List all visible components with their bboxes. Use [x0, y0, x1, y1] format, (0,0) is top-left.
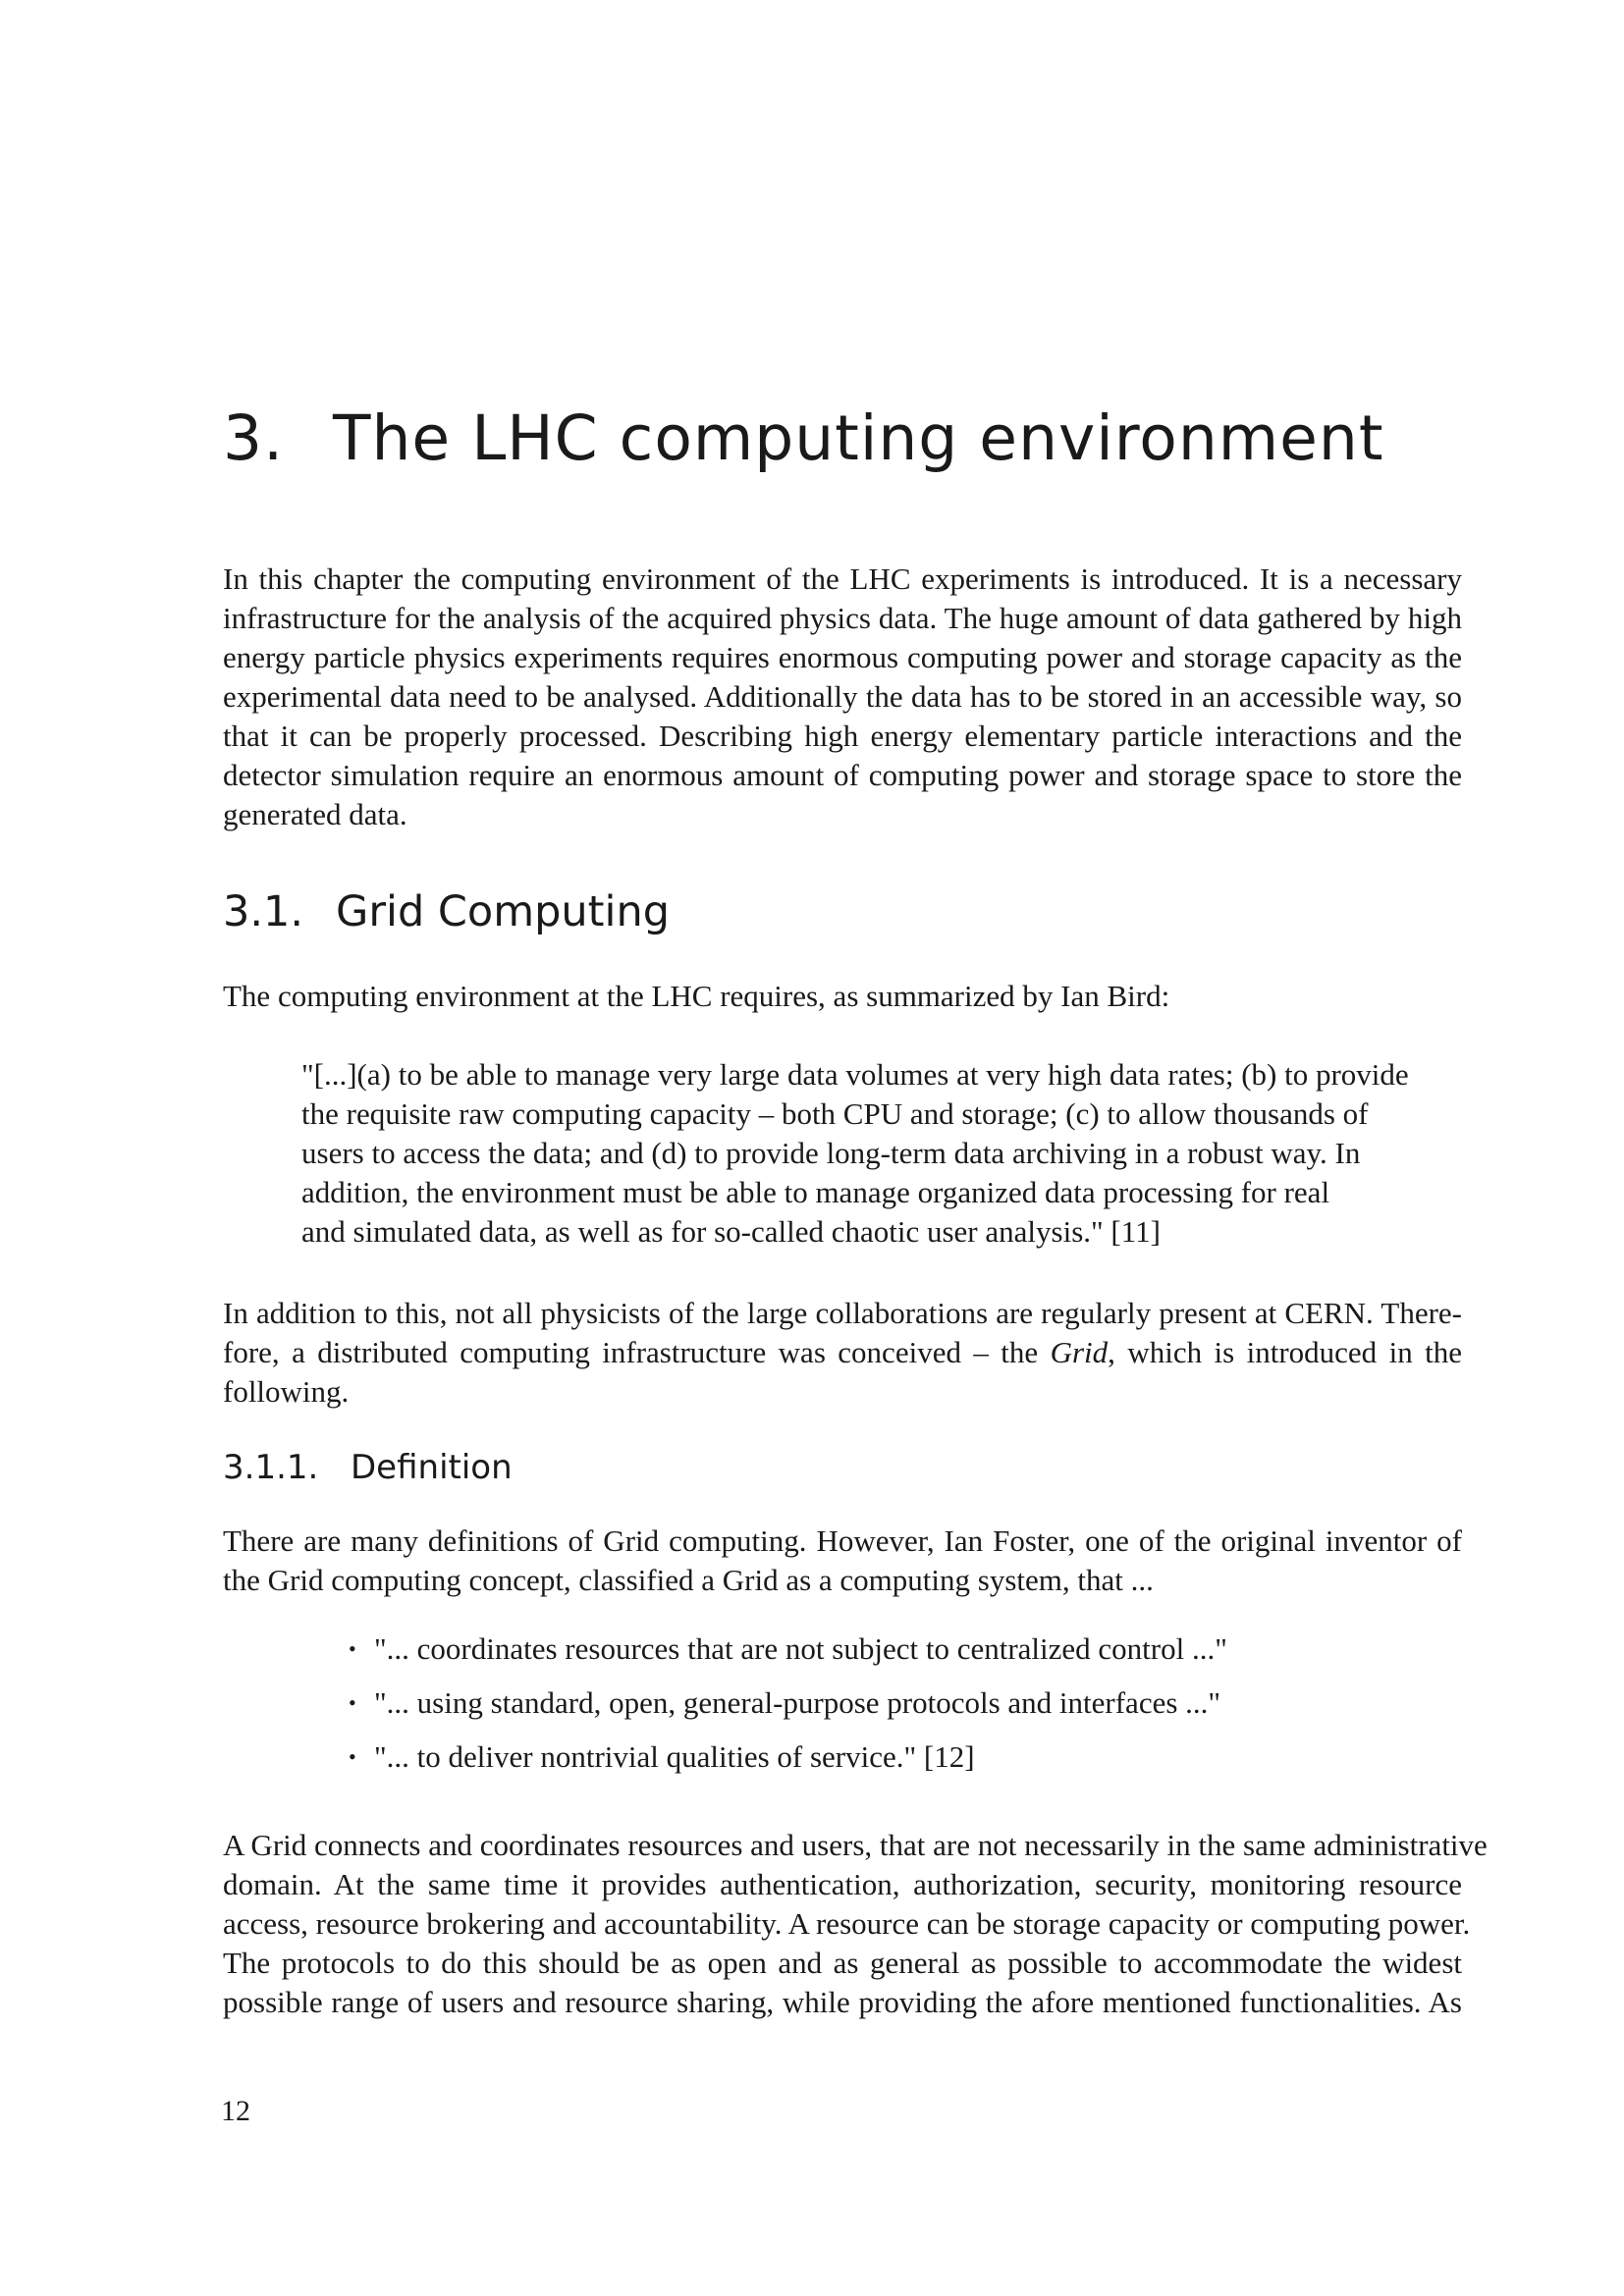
subsection-title — [223, 1448, 513, 1487]
text-line: that it can be properly processed. Describing high energy elementary particle interactions and the — [223, 719, 1462, 753]
quote-line: addition, the environment must be able to manage organized data processing for real — [301, 1175, 1330, 1209]
section-title-text: Grid Computing — [336, 887, 671, 936]
text-fragment: fore, a distributed computing infrastructure was conceived – the — [223, 1335, 1051, 1369]
quote-line: users to access the data; and (d) to provide long-term data archiving in a robust way. In — [301, 1136, 1361, 1170]
text-fragment: , which is introduced in the — [1108, 1335, 1462, 1369]
text-line: generated data. — [223, 797, 407, 831]
section-lead-paragraph — [223, 977, 1462, 1016]
definition-lead-paragraph — [223, 1522, 1462, 1600]
text-line: domain. At the same time it provides authentication, authorization, security, monitoring resource — [223, 1867, 1462, 1901]
text-line: The computing environment at the LHC requires, as summarized by Ian Bird: — [223, 979, 1170, 1013]
text-line: The protocols to do this should be as open and as general as possible to accommodate the widest — [223, 1946, 1462, 1980]
text-line — [223, 1333, 1462, 1372]
bullet-icon: • — [349, 1636, 356, 1661]
list-item — [349, 1683, 1227, 1737]
subsection-title-text: Definition — [351, 1448, 513, 1487]
after-quote-paragraph — [223, 1294, 1462, 1412]
quote-line: and simulated data, as well as for so-called chaotic user analysis." [11] — [301, 1214, 1161, 1249]
text-line: possible range of users and resource sharing, while providing the afore mentioned functionalities. As — [223, 1985, 1462, 2019]
text-line: experimental data need to be analysed. Additionally the data has to be stored in an accessible way, so — [223, 679, 1462, 714]
chapter-number: 3. — [223, 402, 285, 474]
intro-paragraph — [223, 560, 1462, 834]
page-number: 12 — [221, 2095, 250, 2127]
text-line: the Grid computing concept, classified a Grid as a computing system, that ... — [223, 1563, 1154, 1597]
text-line: energy particle physics experiments requires enormous computing power and storage capacity as the — [223, 640, 1462, 674]
list-item-text: "... using standard, open, general-purpose protocols and interfaces ..." — [374, 1685, 1221, 1720]
bullet-icon: • — [349, 1744, 356, 1769]
text-line: following. — [223, 1374, 350, 1409]
chapter-title — [223, 402, 1384, 474]
list-item-text: "... to deliver nontrivial qualities of service." [12] — [374, 1739, 975, 1774]
definition-body-paragraph — [223, 1826, 1488, 2022]
list-item — [349, 1629, 1227, 1683]
section-number: 3.1. — [223, 887, 304, 936]
section-title — [223, 887, 671, 936]
list-item — [349, 1737, 1227, 1791]
subsection-number: 3.1.1. — [223, 1448, 319, 1487]
definition-bullet-list — [349, 1629, 1227, 1791]
text-line: infrastructure for the analysis of the acquired physics data. The huge amount of data gathered by high — [223, 601, 1462, 635]
bullet-icon: • — [349, 1690, 356, 1715]
text-line: access, resource brokering and accountability. A resource can be storage capacity or computing power. — [223, 1906, 1471, 1941]
text-line: There are many definitions of Grid computing. However, Ian Foster, one of the original inventor of — [223, 1523, 1462, 1558]
emphasis-grid: Grid — [1050, 1335, 1109, 1369]
text-line: In addition to this, not all physicists of the large collaborations are regularly present at CERN. There- — [223, 1296, 1462, 1330]
quote-line: the requisite raw computing capacity – both CPU and storage; (c) to allow thousands of — [301, 1096, 1369, 1131]
text-line: A Grid connects and coordinates resources and users, that are not necessarily in the same administrative — [223, 1828, 1488, 1862]
quote-line: "[...](a) to be able to manage very large data volumes at very high data rates; (b) to provide — [301, 1057, 1409, 1092]
list-item-text: "... coordinates resources that are not subject to centralized control ..." — [374, 1631, 1227, 1666]
text-line: In this chapter the computing environment of the LHC experiments is introduced. It is a necessary — [223, 561, 1462, 596]
block-quote — [301, 1055, 1409, 1252]
text-line: detector simulation require an enormous amount of computing power and storage space to store the — [223, 758, 1462, 792]
chapter-title-text: The LHC computing environment — [333, 402, 1384, 474]
